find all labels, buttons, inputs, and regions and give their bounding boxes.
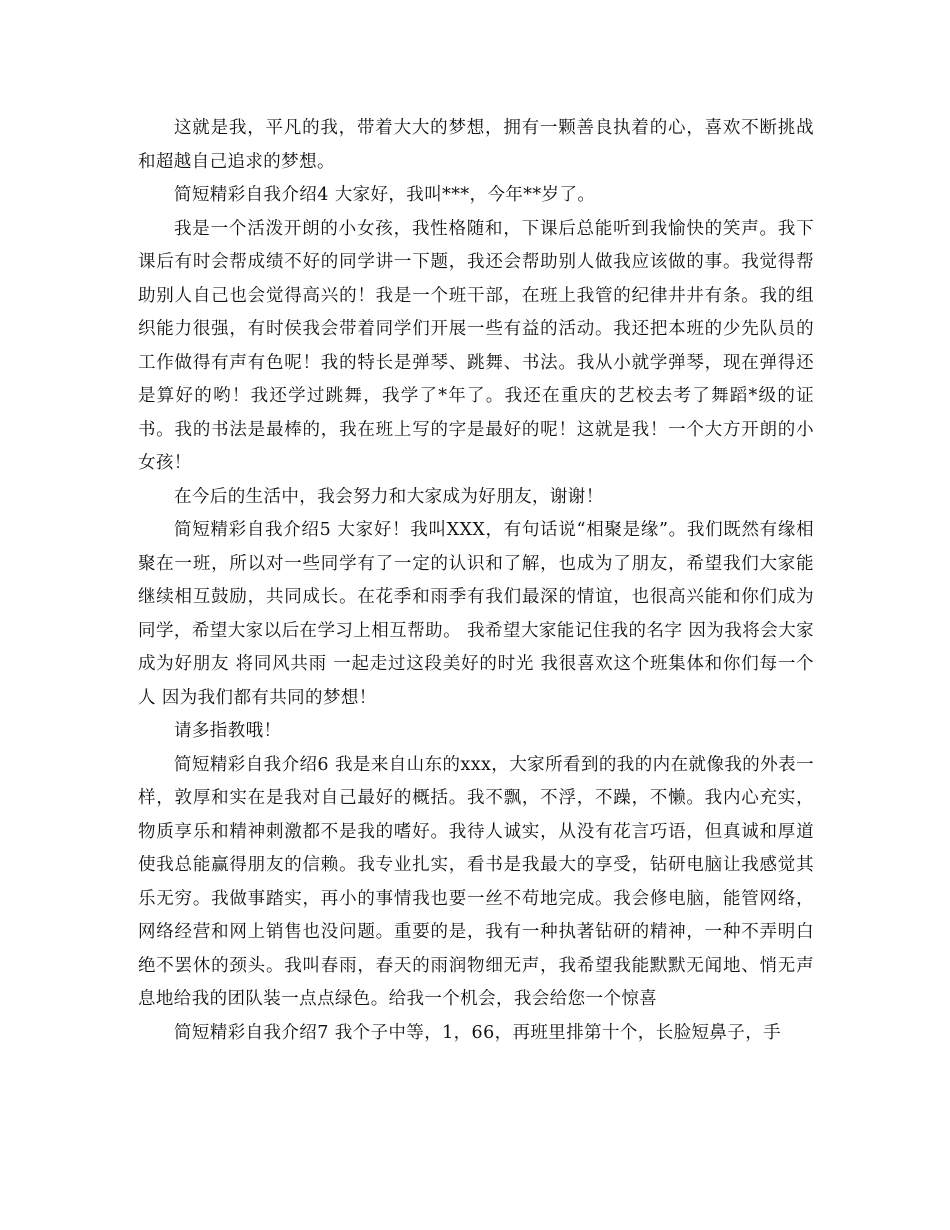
paragraph-1: 这就是我，平凡的我，带着大大的梦想，拥有一颗善良执着的心，喜欢不断挑战和超越自己追求的梦想。 <box>138 118 814 172</box>
document-page <box>138 112 814 1050</box>
paragraph-3: 我是一个活泼开朗的小女孩，我性格随和，下课后总能听到我愉快的笑声。我下课后有时会帮成绩不好的同学讲一下题，我还会帮助别人做我应该做的事。我觉得帮助别人自己也会觉得高兴的！我是一个班干部，在班上我管的纪律井井有条。我的组织能力很强，有时侯我会带着同学们开展一些有益的活动。我还把本班的少先队员的工作做得有声有色呢！我的特长是弹琴、跳舞、书法。我从小就学弹琴，现在弹得还是算好的哟！我还学过跳舞，我学了*年了。我还在重庆的艺校去考了舞蹈*级的证书。我的书法是最棒的，我在班上写的字是最好的呢！这就是我！一个大方开朗的小女孩！ <box>138 218 814 473</box>
paragraph-4: 在今后的生活中，我会努力和大家成为好朋友，谢谢！ <box>174 486 604 507</box>
paragraph-7: 简短精彩自我介绍6 我是来自山东的xxx，大家所看到的我的内在就像我的外表一样，敦厚和实在是我对自己最好的概括。我不飘，不浮，不躁，不懒。我内心充实，物质享乐和精神刺激都不是我的嗜好。我待人诚实，从没有花言巧语，但真诚和厚道使我总能赢得朋友的信赖。我专业扎实，看书是我最大的享受，钻研电脑让我感觉其乐无穷。我做事踏实，再小的事情我也要一丝不苟地完成。我会修电脑，能管网络，网络经营和网上销售也没问题。重要的是，我有一种执著钻研的精神，一种不弄明白绝不罢休的颈头。我叫春雨，春天的雨润物细无声，我希望我能默默无闻地、悄无声息地给我的团队装一点点绿色。给我一个机会，我会给您一个惊喜 <box>138 754 814 1009</box>
paragraph-2: 简短精彩自我介绍4 大家好，我叫***，今年**岁了。 <box>174 185 596 205</box>
paragraph-8: 简短精彩自我介绍7 我个子中等，1，66，再班里排第十个，长脸短鼻子，手 <box>174 1022 781 1043</box>
paragraph-6: 请多指教哦！ <box>174 721 282 741</box>
paragraph-5: 简短精彩自我介绍5 大家好！我叫XXX，有句话说“相聚是缘”。我们既然有缘相聚在一班，所以对一些同学有了一定的认识和了解，也成为了朋友，希望我们大家能继续相互鼓励，共同成长。在花季和雨季有我们最深的情谊，也很高兴能和你们成为同学，希望大家以后在学习上相互帮助。 我希望大家能记住我的名字 因为我将会大家成为好朋友 将同风共雨 一起走过这段美好的时光 我很喜欢这个班集体和你们每一个人 因为我们都有共同的梦想！ <box>138 520 814 708</box>
